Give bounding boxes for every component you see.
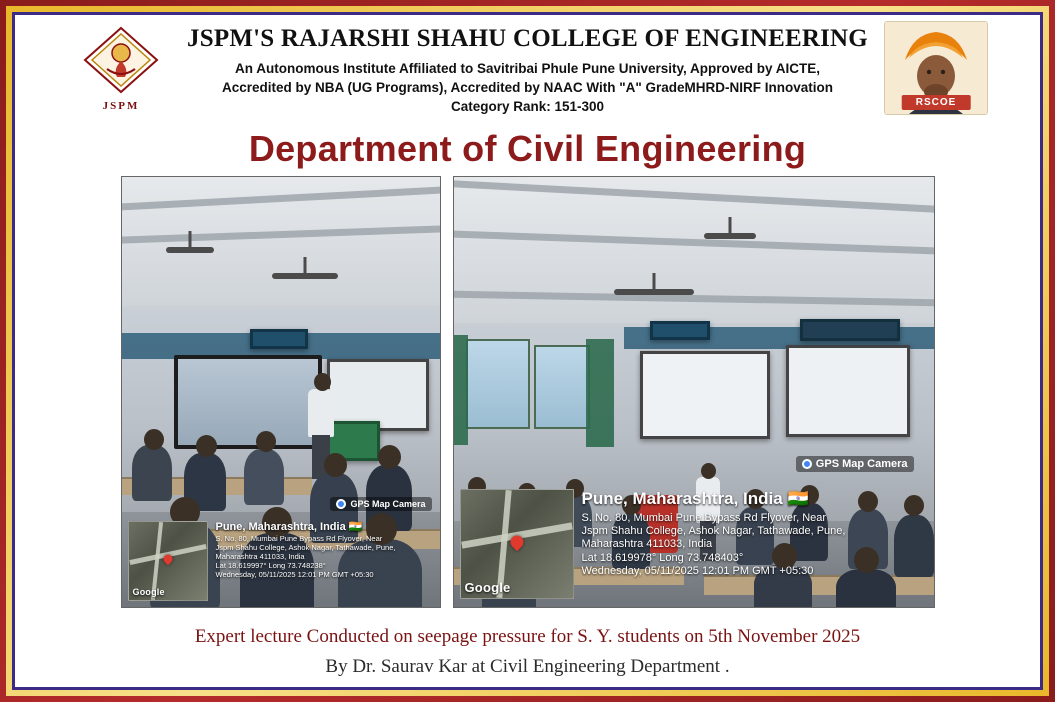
student-head — [196, 435, 217, 457]
window — [534, 345, 590, 429]
gps-address-line-2: Jspm Shahu College, Ashok Nagar, Tathawade, Pune, — [581, 524, 846, 537]
gps-details — [574, 489, 846, 579]
curtain — [586, 339, 614, 447]
ceiling-fan — [614, 289, 694, 295]
lecturer-figure — [308, 389, 334, 437]
student-head — [256, 431, 276, 452]
accreditation-line-3: Category Rank: 151-300 — [450, 99, 605, 114]
gps-location-title: Pune, Maharashtra, India 🇮🇳 — [581, 489, 809, 508]
gps-coordinates: Lat 18.619978° Long 73.748403° — [581, 551, 744, 564]
jspm-emblem-icon — [77, 25, 165, 95]
gps-address-line-3: Maharashtra 411033, India — [215, 551, 305, 561]
student-figure — [132, 445, 172, 501]
ceiling-fan — [166, 247, 214, 253]
college-name: JSPM'S RAJARSHI SHAHU COLLEGE OF ENGINEERING — [187, 25, 868, 52]
student-head — [378, 445, 401, 469]
photo-gallery — [15, 176, 1040, 608]
event-caption — [15, 622, 1040, 682]
gps-map-thumbnail — [128, 521, 208, 601]
gps-timestamp: Wednesday, 05/11/2025 12:01 PM GMT +05:30 — [215, 570, 374, 580]
gps-address-line-3: Maharashtra 411033, India — [581, 538, 713, 551]
gps-stamp-right — [460, 489, 928, 599]
whiteboard — [786, 345, 910, 437]
gps-coordinates: Lat 18.619997° Long 73.748238° — [215, 561, 326, 571]
gps-details — [208, 521, 396, 579]
gps-address-line-1: S. No. 80, Mumbai Pune Bypass Rd Flyover, Near — [581, 511, 827, 524]
student-head — [324, 453, 347, 477]
accreditation-line-2: Accredited by NBA (UG Programs), Accredited by NAAC With "A" GradeMHRD-NIRF Innovation — [222, 80, 833, 95]
jspm-logo-text: JSPM — [102, 100, 140, 112]
gps-map-thumbnail — [460, 489, 574, 599]
gps-map-camera-badge — [330, 497, 431, 511]
student-head — [144, 429, 164, 450]
signage — [650, 321, 710, 340]
gps-badge-label: GPS Map Camera — [350, 499, 426, 509]
lecturer-head — [314, 373, 331, 391]
accreditation-line-1: An Autonomous Institute Affiliated to Savitribai Phule Pune University, Approved by AICTE, — [234, 61, 821, 76]
poster-page — [15, 15, 1040, 687]
signage — [250, 329, 308, 349]
rscoe-logo — [884, 21, 988, 115]
google-watermark: Google — [132, 587, 165, 597]
gps-map-camera-badge — [796, 456, 914, 472]
vision-board — [800, 319, 900, 341]
student-figure — [244, 449, 284, 505]
ceiling-fan — [272, 273, 338, 279]
lecturer-head — [701, 463, 716, 479]
gps-timestamp: Wednesday, 05/11/2025 12:01 PM GMT +05:30 — [581, 565, 814, 578]
india-flag-icon: 🇮🇳 — [787, 489, 809, 508]
rscoe-logo-text: RSCOE — [902, 95, 971, 110]
gps-address-line-2: Jspm Shahu College, Ashok Nagar, Tathawade, Pune, — [215, 542, 396, 552]
india-flag-icon: 🇮🇳 — [348, 521, 363, 533]
gps-location-icon — [336, 499, 346, 509]
gps-location-icon — [802, 459, 812, 469]
gps-address-line-1: S. No. 80, Mumbai Pune Bypass Rd Flyover, Near — [215, 533, 383, 543]
classroom-photo-right — [453, 176, 935, 608]
caption-line-2: By Dr. Saurav Kar at Civil Engineering Department . — [325, 656, 730, 677]
curtain — [454, 335, 468, 445]
gps-badge-label: GPS Map Camera — [815, 458, 908, 470]
window — [466, 339, 530, 429]
gps-location-title: Pune, Maharashtra, India 🇮🇳 — [215, 521, 363, 533]
caption-line-1: Expert lecture Conducted on seepage pressure for S. Y. students on 5th November 2025 — [194, 626, 861, 647]
jspm-logo — [77, 25, 165, 111]
ceiling-fan — [704, 233, 756, 239]
classroom-photo-left — [121, 176, 441, 608]
gps-stamp-left — [128, 521, 434, 601]
google-watermark: Google — [464, 580, 511, 595]
projection-screen — [174, 355, 322, 449]
page-title: Department of Civil Engineering — [248, 128, 807, 169]
whiteboard — [640, 351, 770, 439]
